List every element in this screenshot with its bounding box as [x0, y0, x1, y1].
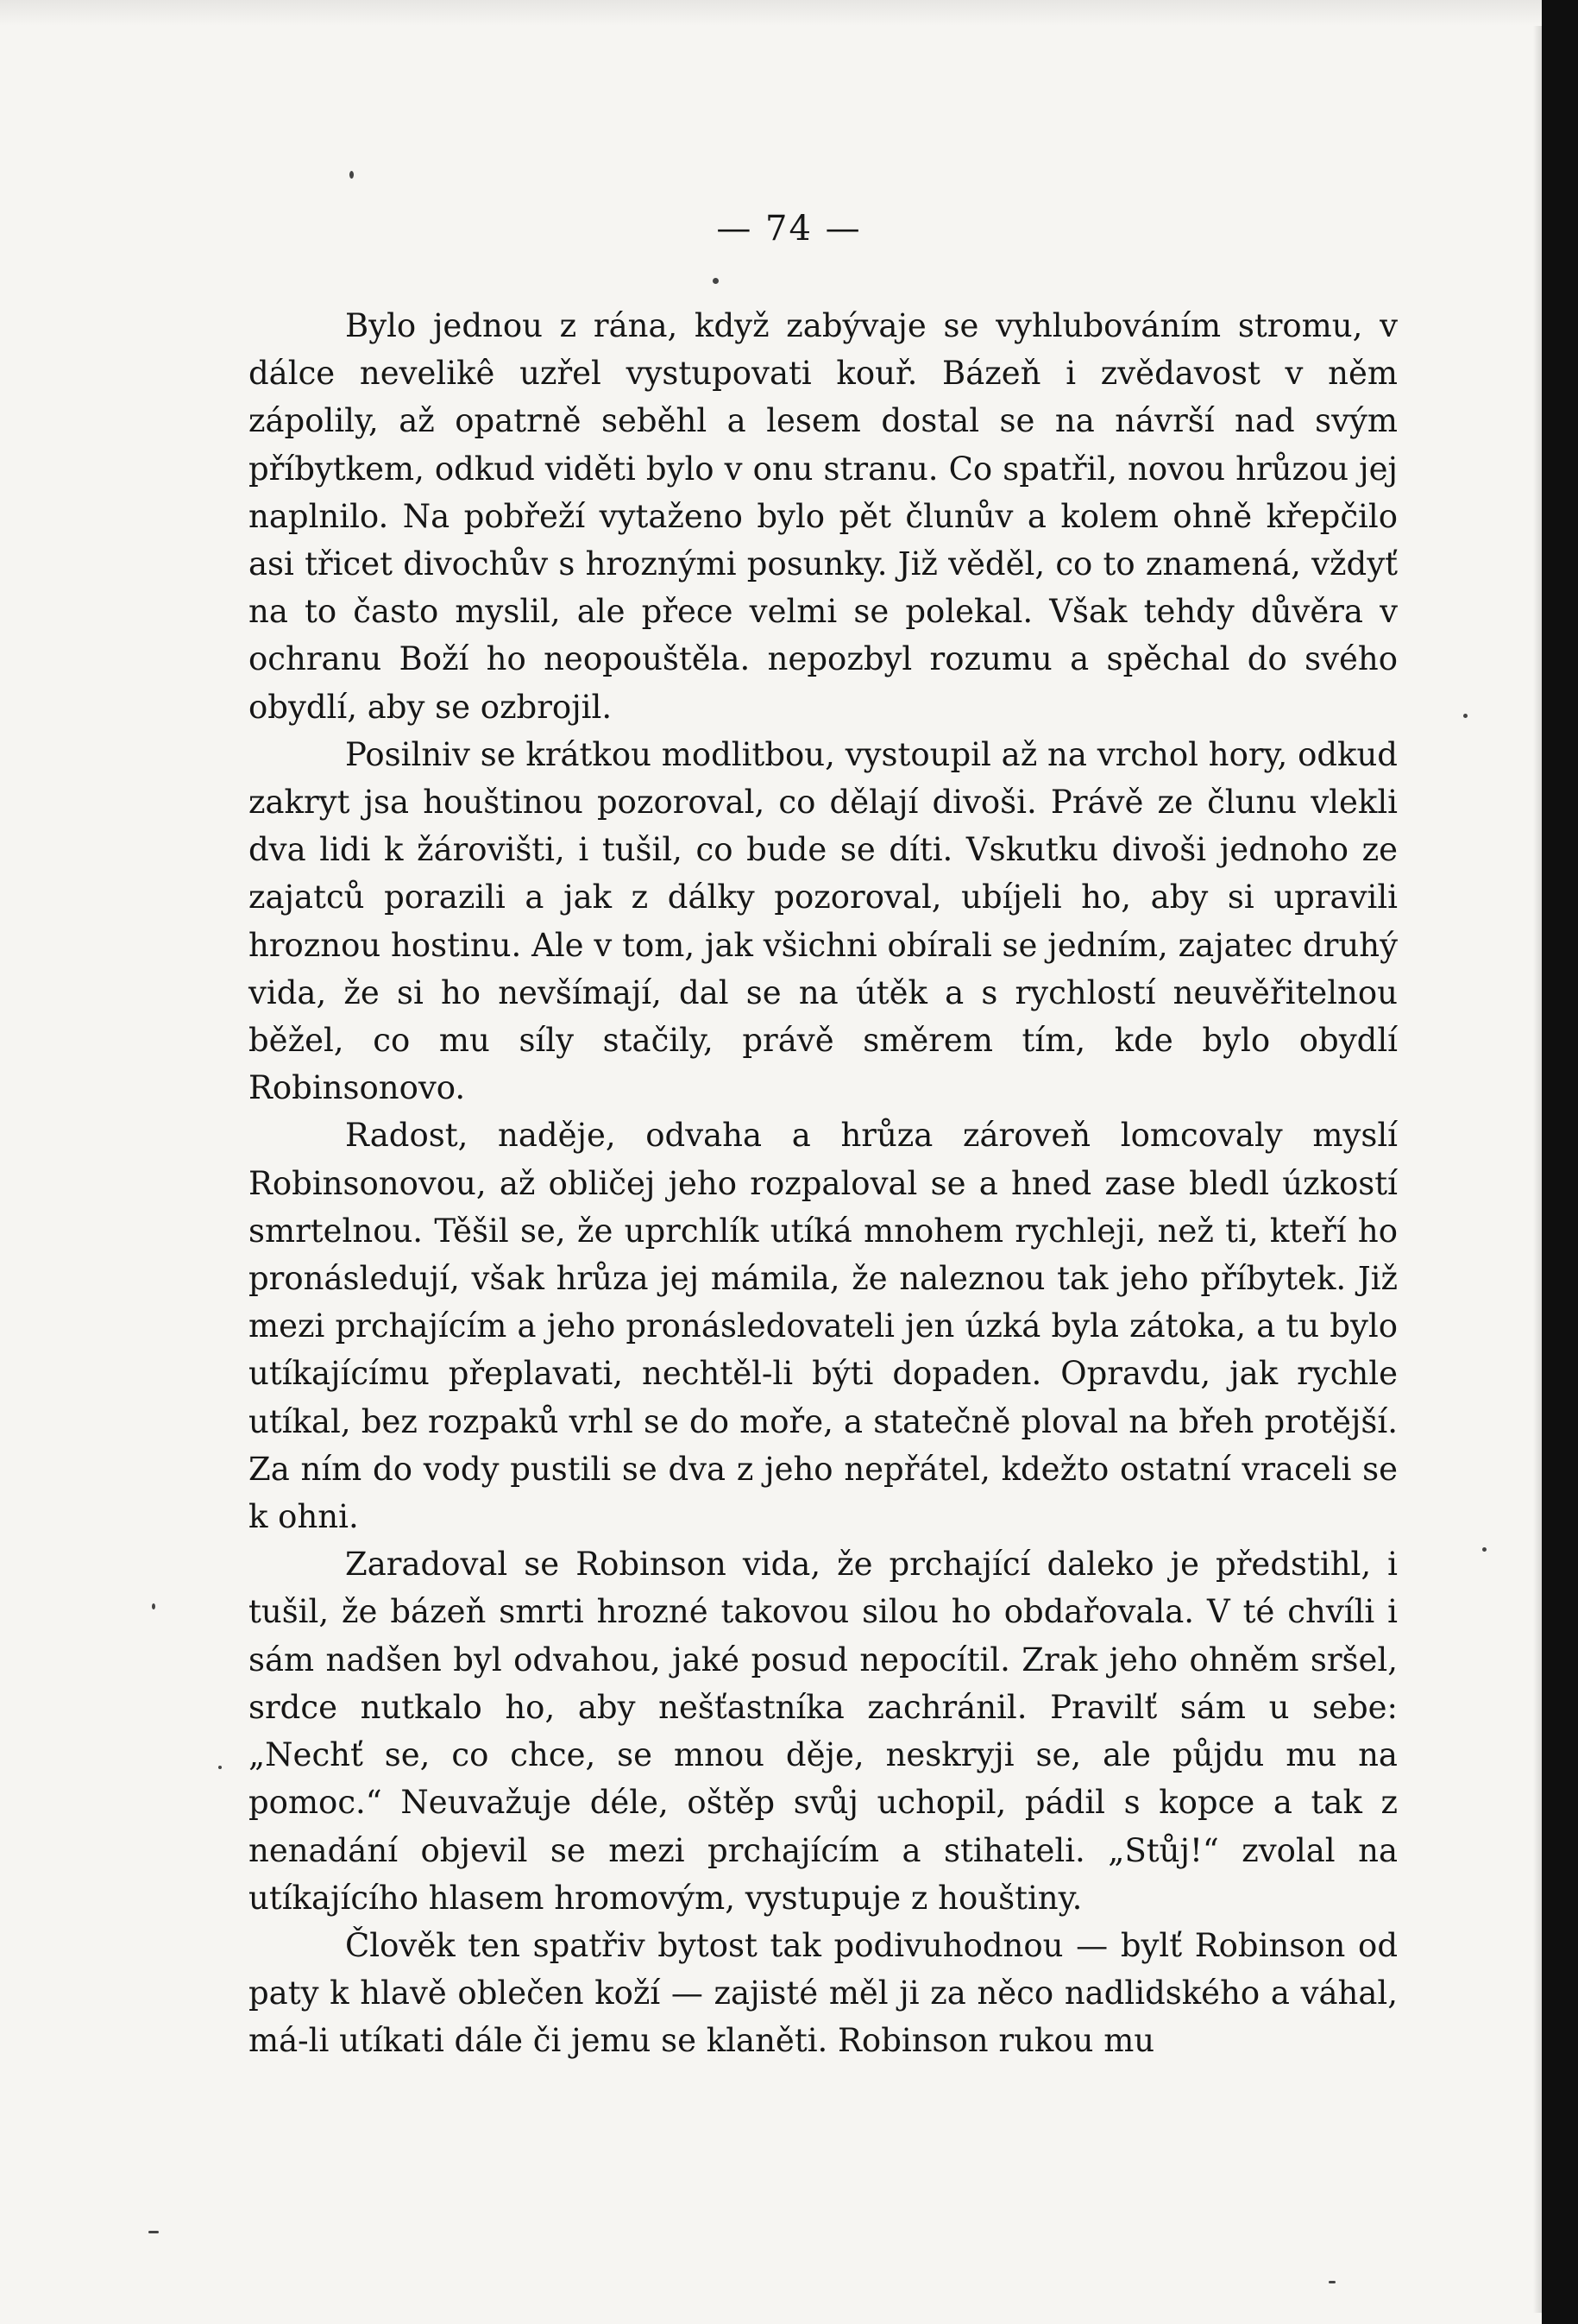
scan-speck [1463, 714, 1468, 718]
scan-speck [152, 1603, 155, 1609]
scan-speck [1329, 2281, 1336, 2283]
page-number: — 74 — [716, 209, 862, 249]
paragraph: Zaradoval se Robinson vida, že prchající daleko je předstihl, i tušil, že bázeň smrti hrozné takovou silou ho obdařovala. V té chvíli i sám nadšen byl odvahou, jaké posud nepocítil. Zrak jeho ohněm sršel, srdce nutkalo ho, aby nešťastníka zachránil. Pravilť sám u sebe: „Nechť se, co chce, se mnou děje, neskryji se, ale půjdu mu na pomoc.“ Neuvažuje déle, oštěp svůj uchopil, pádil s kopce a tak z nenadání objevil se mezi prchajícím a stihateli. „Stůj!“ zvolal na utíkajícího hlasem hromovým, vystupuje z houštiny. [248, 1546, 1398, 1917]
scan-speck [1482, 1547, 1487, 1552]
scan-speck [713, 278, 719, 284]
scan-border [1542, 0, 1578, 2324]
scan-speck [218, 1766, 222, 1769]
body-text [248, 302, 1398, 2065]
paragraph: Radost, naděje, odvaha a hrůza zároveň lomcovaly myslí Robinsonovou, až obličej jeho rozpaloval se a hned zase bledl úzkostí smrtelnou. Těšil se, že uprchlík utíká mnohem rychleji, než ti, kteří ho pronásledují, však hrůza jej mámila, že naleznou tak jeho příbytek. Již mezi prchajícím a jeho pronásledovateli jen úzká byla zátoka, a tu bylo utíkajícímu přeplavati, nechtěl-li býti dopaden. Opravdu, jak rychle utíkal, bez rozpaků vrhl se do moře, a statečně ploval na břeh protější. Za ním do vody pustili se dva z jeho nepřátel, kdežto ostatní vraceli se k ohni. [248, 1117, 1398, 1536]
page-top-edge [0, 0, 1544, 26]
paragraph: Bylo jednou z rána, když zabývaje se vyhlubováním stromu, v dálce nevelikê uzřel vystupovati kouř. Bázeň i zvědavost v něm zápolily, až opatrně seběhl a lesem dostal se na návrší nad svým příbytkem, odkud viděti bylo v onu stranu. Co spatřil, novou hrůzou jej naplnilo. Na pobřeží vytaženo bylo pět člunův a kolem ohně křepčilo asi třicet divochův s hroznými posunky. Již věděl, co to znamená, vždyť na to často myslil, ale přece velmi se polekal. Však tehdy důvěra v ochranu Boží ho neopouštěla. nepozbyl rozumu a spěchal do svého obydlí, aby se ozbrojil. [248, 307, 1398, 726]
scan-speck [148, 2231, 159, 2233]
scan-speck [349, 171, 354, 179]
page-gutter-shadow [1533, 26, 1542, 2313]
paragraph: Posilniv se krátkou modlitbou, vystoupil až na vrchol hory, odkud zakryt jsa houštinou pozoroval, co dělají divoši. Právě ze člunu vlekli dva lidi k žárovišti, i tušil, co bude se díti. Vskutku divoši jednoho ze zajatců porazili a jak z dálky pozoroval, ubíjeli ho, aby si upravili hroznou hostinu. Ale v tom, jak všichni obírali se jedním, zajatec druhý vida, že si ho nevšímají, dal se na útěk a s rychlostí neuvěřitelnou běžel, co mu síly stačily, právě směrem tím, kde bylo obydlí Robinsonovo. [248, 735, 1398, 1107]
paragraph: Člověk ten spatřiv bytost tak podivuhodnou — bylť Robinson od paty k hlavě oblečen koží — zajisté měl ji za něco nadlidského a váhal, má-li utíkati dále či jemu se klaněti. Robinson rukou mu [248, 1926, 1398, 2060]
